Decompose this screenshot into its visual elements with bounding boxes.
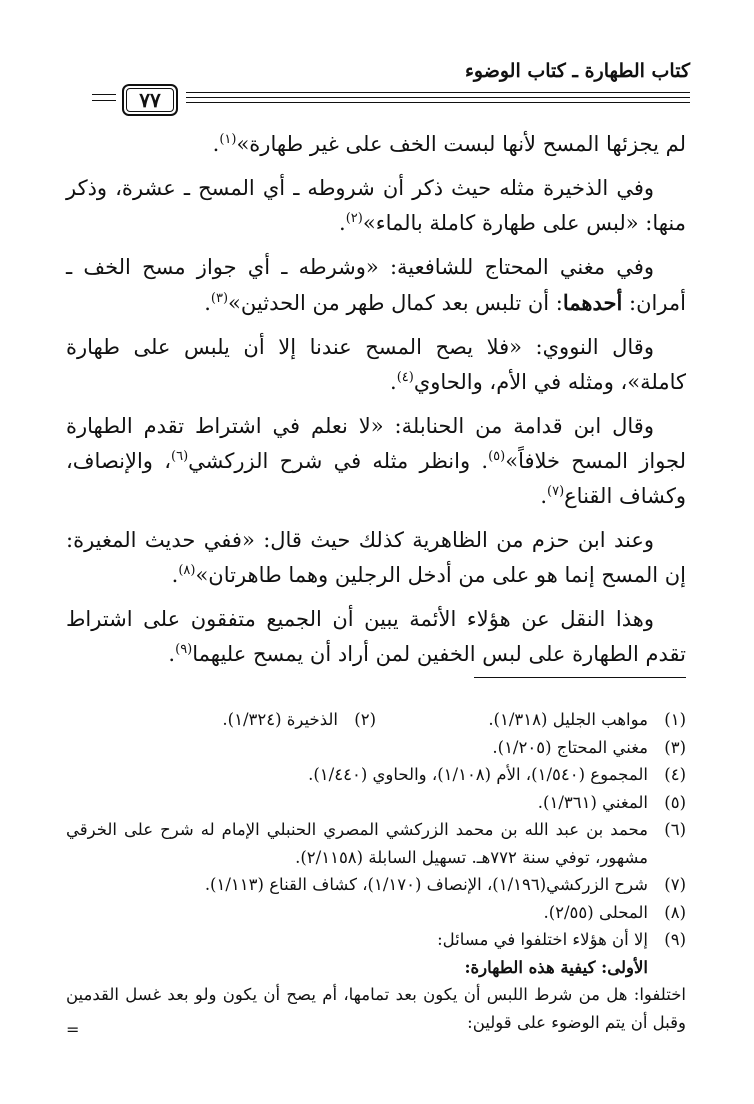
paragraph-tail: . bbox=[212, 132, 220, 156]
paragraph-text: وفي الذخيرة مثله حيث ذكر أن شروطه ـ أي المسح ـ عشرة، وذكر منها: «لبس على طهارة كاملة بالماء» bbox=[66, 176, 686, 235]
paragraph-tail: . bbox=[204, 291, 211, 315]
paragraph-text: وهذا النقل عن هؤلاء الأئمة يبين أن الجميع متفقون على اشتراط تقدم الطهارة على لبس الخفين لمن أراد أن يمسح عليهما bbox=[66, 607, 686, 666]
footnote-number: (٩) bbox=[664, 930, 686, 949]
footnote-text: شرح الزركشي(١/١٩٦)، الإنصاف (١/١٧٠)، كشاف القناع (١/١١٣). bbox=[204, 875, 648, 894]
footnote-text: الذخيرة (١/٣٢٤). bbox=[222, 710, 338, 729]
footnote-text: مواهب الجليل (١/٣١٨). bbox=[488, 710, 648, 729]
footnote-ref: (٢) bbox=[345, 211, 363, 226]
footnote-number: (٢) bbox=[354, 710, 376, 729]
footnote-number: (٧) bbox=[664, 875, 686, 894]
paragraph-tail: . bbox=[171, 563, 179, 587]
footnote-separator bbox=[474, 677, 686, 678]
footnote-ref: (٥) bbox=[488, 449, 506, 464]
footnote-item bbox=[66, 926, 686, 954]
paragraph-text: : أن تلبس بعد كمال طهر من الحدثين» bbox=[228, 291, 563, 315]
header-rule-left bbox=[92, 94, 116, 95]
paragraph-tail: . bbox=[540, 484, 548, 508]
paragraph-tail: . bbox=[168, 642, 176, 666]
header-rule-right-2 bbox=[186, 97, 690, 98]
footnote-ref: (٨) bbox=[178, 563, 196, 578]
footnote-number: (٣) bbox=[664, 737, 686, 757]
footnote-subheading: الأولى: كيفية هذه الطهارة: bbox=[464, 957, 648, 977]
page-header bbox=[0, 58, 754, 118]
footnote-text: إلا أن هؤلاء اختلفوا في مسائل: bbox=[437, 930, 648, 949]
header-rule-right-3 bbox=[186, 102, 690, 103]
header-rule-left-2 bbox=[92, 100, 116, 101]
paragraph-text: وفي مغني المحتاج للشافعية: «وشرطه ـ أي جواز مسح الخف ـ أمران: bbox=[66, 255, 686, 315]
footnote-number: (٤) bbox=[664, 765, 686, 784]
footnote-ref: (٧) bbox=[547, 484, 565, 499]
footnote-ref: (٣) bbox=[210, 291, 229, 306]
footnote-row bbox=[66, 706, 686, 734]
bold-term: أحدهما bbox=[562, 290, 623, 315]
paragraph-text: وعند ابن حزم من الظاهرية كذلك حيث قال: «ففي حديث المغيرة: إن المسح إنما هو على من أدخل الرجلين وهما طاهرتان» bbox=[66, 528, 686, 587]
footnote-number: (١) bbox=[664, 710, 686, 729]
paragraph-tail: . bbox=[390, 370, 397, 394]
footnote-ref: (٤) bbox=[396, 370, 414, 385]
footnote-ref: (٦) bbox=[171, 449, 189, 464]
footnote-item bbox=[66, 761, 686, 789]
footnote-text: المجموع (١/٥٤٠)، الأم (١/١٠٨)، والحاوي (١/٤٤٠). bbox=[308, 765, 648, 784]
footnote-text: محمد بن عبد الله بن محمد الزركشي المصري الحنبلي الإمام له شرح على الخرقي مشهور، توفي سنة ٧٧٢هـ. تسهيل السابلة (٢/١١٥٨). bbox=[66, 820, 648, 867]
page-number-text: ٧٧ bbox=[139, 88, 161, 112]
page-number bbox=[122, 84, 178, 116]
footnotes bbox=[66, 706, 686, 1036]
paragraph-text: وقال ابن قدامة من الحنابلة: «لا نعلم في اشتراط تقدم الطهارة لجواز المسح خلافاً» bbox=[66, 414, 686, 473]
footnote-continuation: اختلفوا: هل من شرط اللبس أن يكون بعد تمامها، أم يصح أن يكون ولو بعد غسل القدمين وقبل أن يتم الوضوء على قولين: bbox=[66, 985, 686, 1032]
footnote-item bbox=[66, 871, 686, 899]
footnote-number: (٨) bbox=[664, 902, 686, 922]
paragraph-text: وقال النووي: «فلا يصح المسح عندنا إلا أن يلبس على طهارة كاملة»، ومثله في الأم، والحاوي bbox=[66, 335, 686, 394]
paragraph bbox=[66, 250, 686, 321]
paragraph-tail: . bbox=[339, 211, 346, 235]
footnote-item bbox=[376, 706, 686, 734]
continuation-mark: = bbox=[66, 1020, 80, 1039]
paragraph-text: . وانظر مثله في شرح الزركشي bbox=[188, 449, 489, 473]
footnote-ref: (١) bbox=[219, 132, 237, 147]
paragraph bbox=[66, 171, 686, 241]
footnote-text: المغني (١/٣٦١). bbox=[537, 792, 648, 812]
paragraph-text: ، والإنصاف، وكشاف القناع bbox=[66, 449, 686, 508]
footnote-item bbox=[66, 816, 686, 871]
main-text bbox=[66, 127, 686, 681]
paragraph bbox=[66, 127, 686, 162]
paragraph bbox=[66, 602, 686, 672]
paragraph bbox=[66, 330, 686, 400]
running-title: كتاب الطهارة ـ كتاب الوضوء bbox=[464, 60, 690, 82]
footnote-item bbox=[66, 789, 686, 817]
footnote-ref: (٩) bbox=[175, 642, 193, 657]
footnote-number: (٦) bbox=[664, 820, 686, 839]
footnote-text: مغني المحتاج (١/٢٠٥). bbox=[492, 737, 648, 757]
header-rule-right bbox=[186, 92, 690, 93]
paragraph bbox=[66, 523, 686, 593]
footnote-item bbox=[66, 899, 686, 927]
footnote-item bbox=[66, 734, 686, 762]
footnote-number: (٥) bbox=[664, 792, 686, 812]
paragraph-text: لم يجزئها المسح لأنها لبست الخف على غير طهارة» bbox=[236, 132, 686, 156]
footnote-text: المحلى (٢/٥٥). bbox=[543, 902, 648, 922]
paragraph bbox=[66, 409, 686, 514]
footnote-item bbox=[66, 706, 376, 734]
